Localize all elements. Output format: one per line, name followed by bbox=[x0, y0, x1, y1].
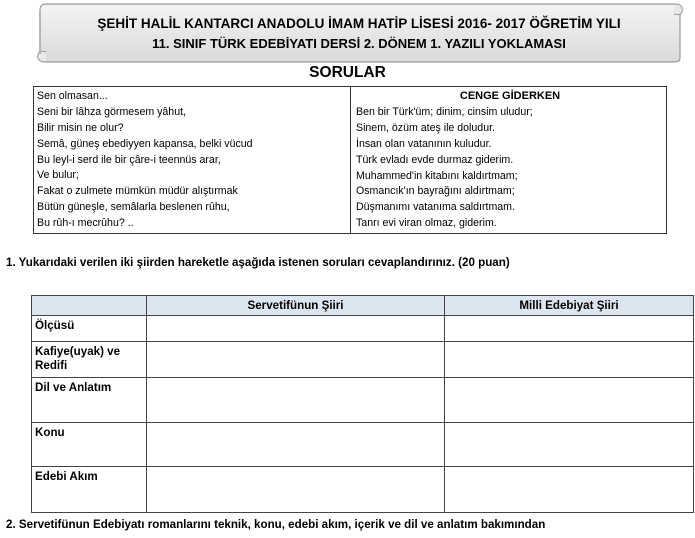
row-label: Konu bbox=[32, 423, 147, 467]
question-2: 2. Servetifünun Edebiyatı romanlarını teknik, konu, edebi akım, içerik ve dil ve anlatım bakımından bbox=[6, 518, 546, 531]
table-row bbox=[32, 378, 694, 423]
answer-cell[interactable] bbox=[147, 467, 445, 513]
poems-divider bbox=[350, 87, 351, 233]
answer-cell[interactable] bbox=[147, 378, 445, 423]
row-label: Edebi Akım bbox=[32, 467, 147, 513]
row-label: Kafiye(uyak) ve Redifi bbox=[32, 342, 147, 378]
answer-cell[interactable] bbox=[445, 316, 694, 342]
scroll-banner-shape bbox=[34, 2, 684, 64]
poem-line: İnsan olan vatanının kuludur. bbox=[356, 137, 492, 150]
answer-table bbox=[31, 295, 694, 513]
poem-line: Seni bir lâhza görmesem yâhut, bbox=[37, 105, 186, 118]
table-row bbox=[32, 467, 694, 513]
header-line-2: 11. SINIF TÜRK EDEBİYATI DERSİ 2. DÖNEM 1. YAZILI YOKLAMASI bbox=[152, 36, 566, 51]
poem-line: Bütün güneşle, semâlarla beslenen rûhu, bbox=[37, 201, 230, 214]
answer-cell[interactable] bbox=[147, 342, 445, 378]
poem-line: Ve bulur; bbox=[37, 169, 79, 182]
answer-cell[interactable] bbox=[445, 378, 694, 423]
header-line-1: ŞEHİT HALİL KANTARCI ANADOLU İMAM HATİP LİSESİ 2016- 2017 ÖĞRETİM YILI bbox=[97, 16, 621, 31]
table-row bbox=[32, 342, 694, 378]
poem-line: Sen olmasan... bbox=[37, 90, 108, 102]
poem-line: Osmancık'ın bayrağını aldırtmam; bbox=[356, 185, 515, 198]
answer-cell[interactable] bbox=[147, 316, 445, 342]
answer-cell[interactable] bbox=[147, 423, 445, 467]
poem-title: CENGE GİDERKEN bbox=[459, 90, 561, 102]
poem-right bbox=[356, 89, 664, 232]
table-header-cell bbox=[32, 296, 147, 316]
table-header-row bbox=[32, 296, 694, 316]
poem-line: Sinem, özüm ateş ile doludur. bbox=[356, 121, 495, 134]
answer-cell[interactable] bbox=[445, 467, 694, 513]
question-1: 1. Yukarıdaki verilen iki şiirden hareketle aşağıda istenen soruları cevaplandırınız. (20 puan) bbox=[6, 256, 510, 269]
title-banner bbox=[34, 2, 684, 62]
poem-line: Semâ, güneş ebediyyen kapansa, belki vücud bbox=[37, 137, 253, 150]
poem-line: Tanrı evi viran olmaz, giderim. bbox=[356, 217, 497, 230]
poem-left bbox=[37, 89, 347, 232]
table-row bbox=[32, 423, 694, 467]
section-title: SORULAR bbox=[309, 64, 386, 81]
poems-box bbox=[33, 86, 667, 234]
poem-line: Bu rûh-ı mecrûhu? .. bbox=[37, 217, 134, 230]
poem-line: Türk evladı evde durmaz giderim. bbox=[356, 153, 514, 166]
table-row bbox=[32, 316, 694, 342]
row-label: Ölçüsü bbox=[32, 316, 147, 342]
table-header-cell: Servetifünun Şiiri bbox=[147, 296, 445, 316]
poem-line: Ben bir Türk'üm; dinim, cinsim uludur; bbox=[356, 106, 533, 118]
poem-line: Fakat o zulmete mümkün müdür alıştırmak bbox=[37, 185, 238, 198]
poem-line: Bilir misin ne olur? bbox=[37, 121, 124, 134]
answer-cell[interactable] bbox=[445, 423, 694, 467]
poem-line: Muhammed'in kitabını kaldırtmam; bbox=[356, 169, 518, 182]
row-label: Dil ve Anlatım bbox=[32, 378, 147, 423]
answer-cell[interactable] bbox=[445, 342, 694, 378]
poem-line: Bu leyl-i serd ile bir çâre-i teennüs arar, bbox=[37, 153, 221, 166]
table-header-cell: Milli Edebiyat Şiiri bbox=[445, 296, 694, 316]
poem-line: Düşmanımı vatanıma saldırtmam. bbox=[356, 201, 515, 214]
